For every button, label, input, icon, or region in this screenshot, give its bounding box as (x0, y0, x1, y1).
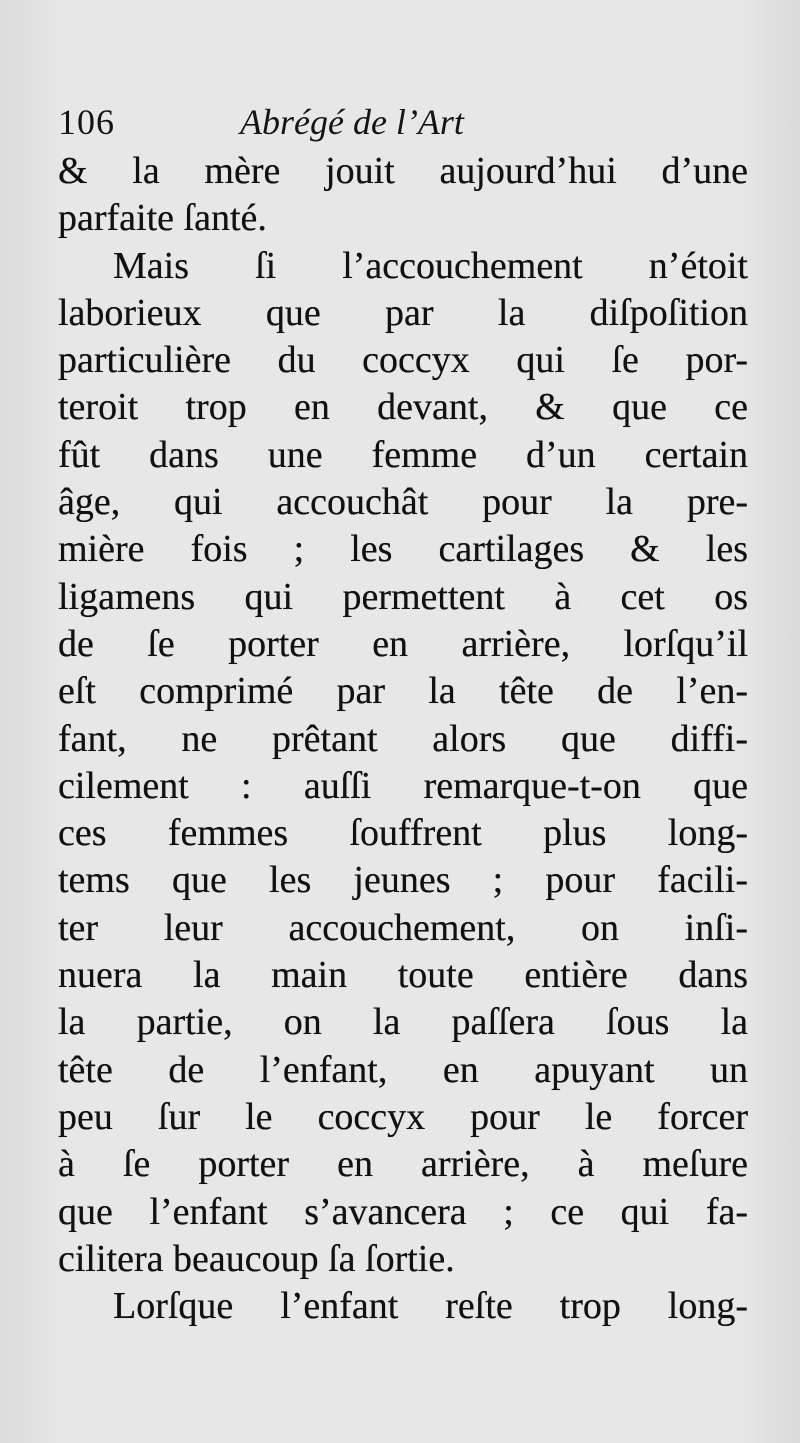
text-line: peu ſur le coccyx pour le forcer (58, 1095, 748, 1138)
text-line: de ſe porter en arrière, lorſqu’il (58, 622, 748, 665)
text-line: à ſe porter en arrière, à meſure (58, 1143, 748, 1186)
text-line: que l’enfant s’avancera ; ce qui fa- (58, 1190, 748, 1233)
text-line: ces femmes ſouffrent plus long- (58, 812, 748, 855)
text-line: eſt comprimé par la tête de l’en- (58, 670, 748, 713)
text-line: laborieux que par la diſpoſition (58, 291, 748, 334)
text-line: Mais ſi l’accouchement n’étoit (113, 244, 748, 287)
text-line: âge, qui accouchât pour la pre- (58, 481, 748, 524)
text-line: fant, ne prêtant alors que diffi- (58, 717, 748, 760)
text-line: ter leur accouchement, on inſi- (58, 906, 748, 949)
text-line: la partie, on la paſſera ſous la (58, 1001, 748, 1044)
text-line: cilitera beaucoup ſa ſortie. (58, 1237, 455, 1280)
text-line: ligamens qui permettent à cet os (58, 575, 748, 618)
text-line: Lorſque l’enfant reſte trop long- (113, 1285, 748, 1328)
page-number: 106 (58, 102, 115, 142)
page-header (58, 95, 748, 150)
text-line: mière fois ; les cartilages & les (58, 528, 748, 571)
body-text (58, 148, 748, 1330)
text-line: tête de l’enfant, en apuyant un (58, 1048, 748, 1091)
text-line: particulière du coccyx qui ſe por- (58, 339, 748, 382)
text-line: teroit trop en devant, & que ce (58, 386, 748, 429)
text-line: tems que les jeunes ; pour facili- (58, 859, 748, 902)
running-title: Abrégé de l’Art (240, 102, 464, 142)
text-line: fût dans une femme d’un certain (58, 433, 748, 476)
text-line: parfaite ſanté. (58, 197, 267, 240)
text-line: nuera la main toute entière dans (58, 954, 748, 997)
text-line: cilement : auſſi remarque-t-on que (58, 764, 748, 807)
text-line: & la mère jouit aujourd’hui d’une (58, 150, 748, 192)
